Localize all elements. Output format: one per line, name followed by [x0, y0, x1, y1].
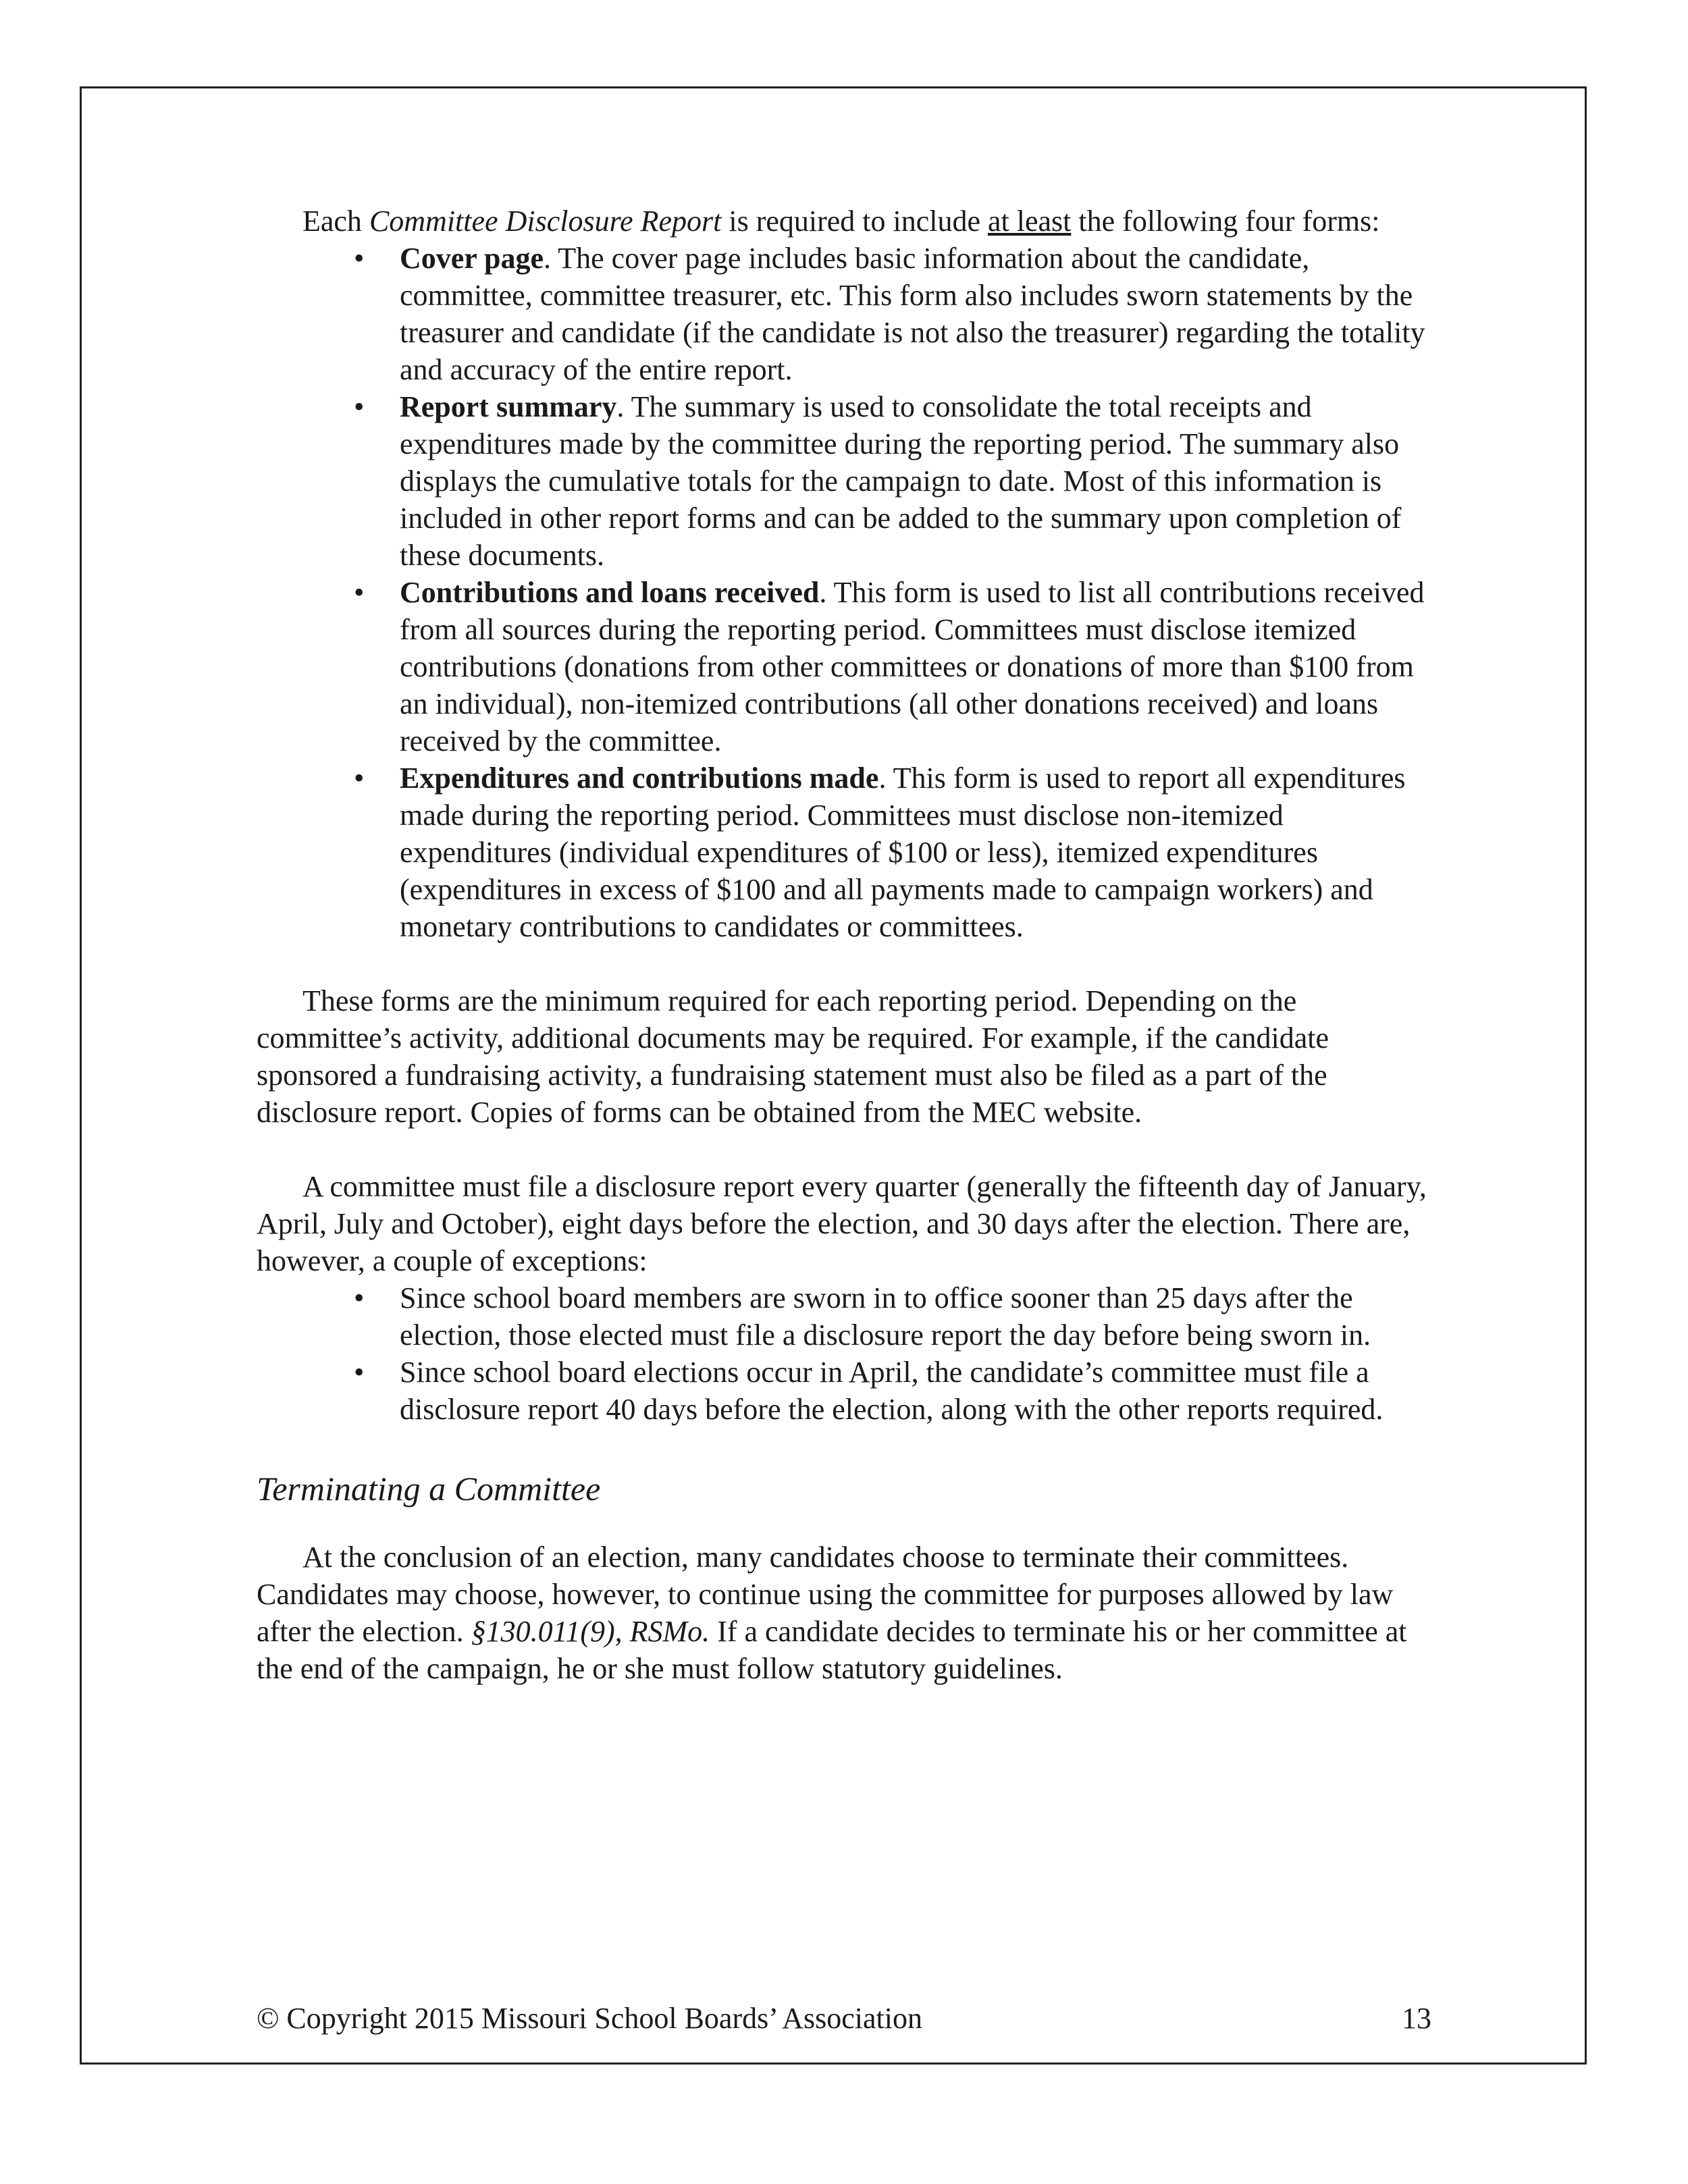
form-description: . This form is used to report all expenditures made during the reporting period. Committees must disclose non-itemized expenditures (individual expenditures of $100 or less), itemized expenditures (expenditures in excess of $100 and all payments made to campaign workers) and monetary contributions to candidates or committees. [400, 762, 1406, 943]
minimum-paragraph: These forms are the minimum required for each reporting period. Depending on the committee’s activity, additional documents may be required. For example, if the candidate sponsored a fundraising activity, a fundraising statement must also be filed as a part of the disclosure report. Copies of forms can be obtained from the MEC website. [257, 984, 1329, 1129]
bullet-icon: • [354, 242, 365, 275]
quarterly-paragraph: A committee must file a disclosure report every quarter (generally the fifteenth day of January, April, July and October), eight days before the election, and 30 days after the election. There are, however, a couple of exceptions: [257, 1170, 1427, 1277]
copyright-notice: © Copyright 2015 Missouri School Boards’ Association [257, 2002, 922, 2035]
list-item [354, 574, 1431, 760]
form-label: Cover page [400, 242, 544, 275]
bullet-icon: • [354, 1356, 365, 1389]
list-item [354, 760, 1431, 945]
statute-citation: §130.011(9), RSMo. [471, 1615, 710, 1648]
intro-suffix: the following four forms: [1071, 205, 1380, 238]
forms-list [257, 240, 1431, 945]
bullet-icon: • [354, 762, 365, 795]
form-label: Contributions and loans received [400, 576, 820, 609]
form-label: Report summary [400, 390, 617, 423]
exception-text: Since school board members are sworn in to office sooner than 25 days after the election, those elected must file a disclosure report the day before being sworn in. [400, 1281, 1371, 1352]
page-number: 13 [1402, 2002, 1431, 2035]
form-label: Expenditures and contributions made [400, 762, 879, 795]
terminating-text-after: If a candidate decides to terminate his or her committee at the end of the campaign, he or she must follow statutory guidelines. [257, 1615, 1407, 1685]
form-description: . This form is used to list all contributions received from all sources during the reporting period. Committees must disclose itemized contributions (donations from other committees or donations of more than $100 from an individual), non-itemized contributions (all other donations received) and loans received by the committee. [400, 576, 1425, 757]
page-body [257, 203, 1431, 1687]
report-title: Committee Disclosure Report [369, 205, 722, 238]
exception-text: Since school board elections occur in April, the candidate’s committee must file a disclosure report 40 days before the election, along with the other reports required. [400, 1356, 1383, 1426]
intro-middle: is required to include [721, 205, 988, 238]
bullet-icon: • [354, 1281, 365, 1314]
intro-prefix: Each [302, 205, 369, 238]
list-item [354, 1354, 1431, 1428]
list-item [354, 1279, 1431, 1354]
list-item [354, 388, 1431, 574]
exceptions-list [257, 1279, 1431, 1428]
terminating-paragraph [257, 1539, 1431, 1687]
terminating-text-before: At the conclusion of an election, many candidates choose to terminate their committees. Candidates may choose, however, to continue using the committee for purposes allowed by law after the election. [257, 1541, 1394, 1648]
form-description: . The summary is used to consolidate the total receipts and expenditures made by the committee during the reporting period. The summary also displays the cumulative totals for the campaign to date. Most of this information is included in other report forms and can be added to the summary upon completion of these documents. [400, 390, 1402, 572]
intro-emphasis: at least [988, 205, 1072, 238]
section-heading: Terminating a Committee [257, 1470, 601, 1508]
form-description: . The cover page includes basic information about the candidate, committee, committee treasurer, etc. This form also includes sworn statements by the treasurer and candidate (if the candidate is not also the treasurer) regarding the totality and accuracy of the entire report. [400, 242, 1425, 386]
intro-paragraph [257, 203, 1431, 240]
page-footer [257, 2000, 1431, 2037]
list-item [354, 240, 1431, 388]
bullet-icon: • [354, 390, 365, 423]
bullet-icon: • [354, 576, 365, 609]
